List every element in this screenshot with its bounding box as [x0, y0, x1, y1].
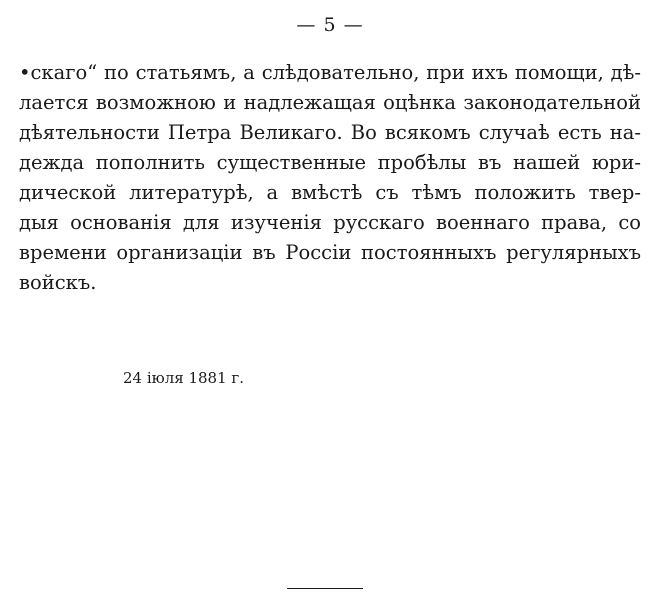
page-number: — 5 —: [296, 14, 364, 36]
text-line: дѣятельности Петра Великаго. Во всякомъ случаѣ есть на-: [19, 121, 641, 144]
text-line: •скаго“ по статьямъ, а слѣдовательно, при ихъ помощи, дѣ-: [19, 61, 641, 84]
text-line: времени организаціи въ Россіи постоянныхъ регулярныхъ: [19, 241, 641, 264]
text-line: дыя основанія для изученія русскаго военнаго права, со: [19, 211, 641, 234]
text-line: войскъ.: [19, 271, 97, 294]
end-rule: [287, 588, 363, 589]
text-line: дической литературѣ, а вмѣстѣ съ тѣмъ положить твер-: [19, 181, 641, 204]
text-line: лается возможною и надлежащая оцѣнка законодательной: [19, 91, 641, 114]
date-line: 24 іюля 1881 г.: [123, 369, 245, 387]
text-line: дежда пополнить существенные пробѣлы въ нашей юри-: [19, 151, 641, 174]
